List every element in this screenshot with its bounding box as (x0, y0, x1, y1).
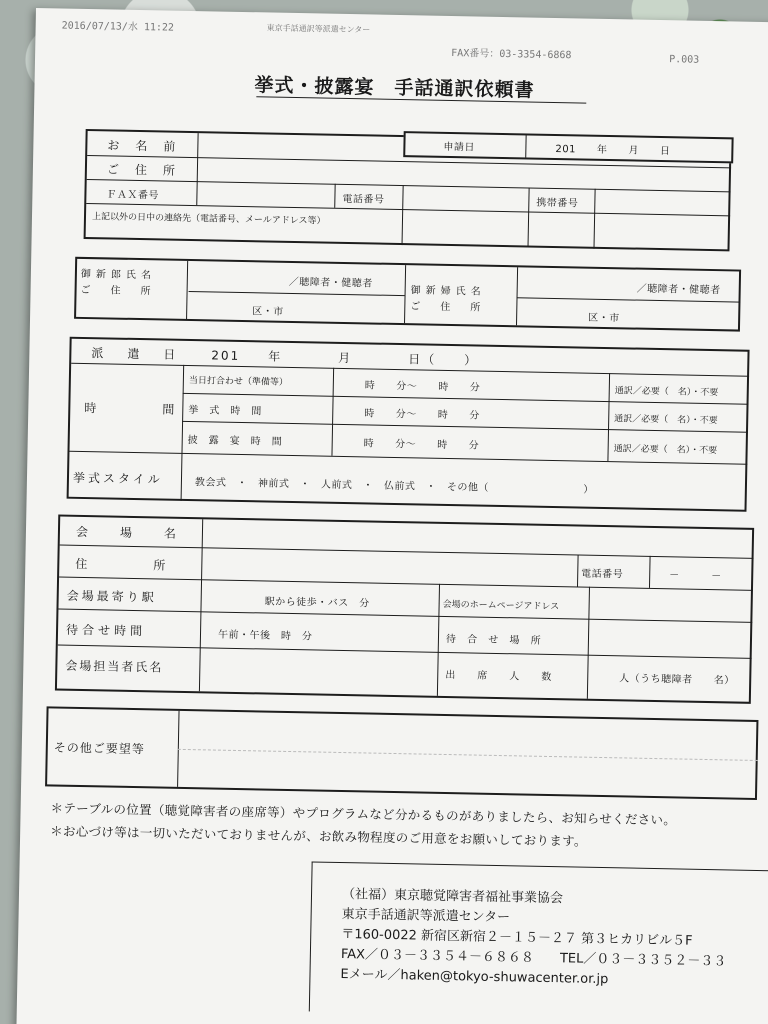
venue-name-label: 会 場 名 (75, 524, 187, 541)
name-label: お 名 前 (107, 138, 178, 154)
groom-name-label: 御新郎氏名 (80, 268, 156, 282)
center-name: 東京手話通訳等派遣センター (341, 907, 511, 926)
fax-number-label: ＦＡＸ番号 (106, 189, 160, 202)
other-requests-label: その他ご要望等 (53, 740, 145, 757)
application-date-label: 申請日 (443, 141, 475, 154)
groom-address-label: ご 住 所 (80, 284, 156, 298)
notes (50, 796, 676, 854)
meeting-time-label: 待合せ時間 (65, 622, 147, 639)
organization-box (309, 861, 768, 1020)
request-form-paper (16, 8, 768, 1024)
reception-interpreter: 通訳／必要（ 名）・不要 (613, 444, 718, 457)
reception-time-label: 披 露 宴 時 間 (187, 434, 283, 448)
time-label: 時 間 (84, 401, 189, 417)
prep-meeting-interpreter: 通訳／必要（ 名）・不要 (614, 386, 719, 399)
mobile-number-label: 携帯番号 (536, 197, 579, 210)
form-title: 挙式・披露宴 手話通訳依頼書 (254, 74, 535, 102)
venue-phone-label: 電話番号 (581, 568, 624, 581)
groom-status: ／聴障者・健聴者 (288, 276, 373, 290)
dispatch-table (67, 337, 750, 512)
groom-ward-city: 区・市 (252, 306, 284, 318)
org-address: 〒160-0022 新宿区新宿２－１５－２７ 第３ヒカリビル５F (341, 927, 693, 949)
ceremony-time: 時 分～ 時 分 (364, 408, 480, 422)
venue-table (55, 515, 754, 704)
fax-page: P.003 (669, 54, 700, 66)
org-email: Eメール／haken@tokyo-shuwacenter.or.jp (340, 967, 609, 988)
phone-number-label: 電話番号 (342, 193, 385, 206)
org-name: （社福）東京聴覚障害者福祉事業協会 (341, 887, 564, 907)
ceremony-interpreter: 通訳／必要（ 名）・不要 (614, 414, 718, 427)
fax-sender: 東京手話通訳等派遣センター (266, 23, 371, 35)
dispatch-date-value: 201 年 月 日（ ） (211, 348, 479, 368)
venue-phone-value: － － (669, 570, 722, 583)
reception-time: 時 分～ 時 分 (363, 438, 480, 452)
venue-address-label: 住 所 (75, 556, 180, 573)
org-fax-tel: FAX／０３－３３５４－６８６８ TEL／０３－３３５２－３３ (340, 947, 727, 970)
application-date-box (403, 131, 733, 163)
bride-ward-city: 区・市 (588, 312, 620, 325)
venue-homepage-label: 会場のホームページアドレス (442, 599, 560, 613)
prep-meeting-label: 当日打合わせ（準備等） (188, 376, 288, 388)
address-label: ご 住 所 (106, 162, 178, 178)
applicant-table (84, 129, 732, 251)
venue-staff-label: 会場担当者氏名 (65, 658, 164, 675)
application-date-value: 201 年 月 日 (555, 143, 671, 158)
nearest-station-label: 会場最寄り駅 (66, 588, 157, 605)
couple-table (74, 257, 741, 332)
note-item: ＊お心づけ等は一切いただいておりませんが、お飲み物程度のご用意をお願いしております。 (50, 823, 587, 849)
bride-status: ／聴障者・健聴者 (636, 283, 721, 297)
fax-datetime: 2016/07/13/水 11:22 (61, 20, 175, 34)
ceremony-time-label: 挙 式 時 間 (188, 404, 262, 418)
nearest-station-value: 駅から徒歩・バス 分 (264, 596, 370, 610)
bride-address-label: ご 住 所 (410, 301, 486, 314)
bride-name-label: 御新婦氏名 (410, 285, 486, 298)
attendees-value: 人（うち聴障者 名） (619, 673, 735, 687)
other-requests-table (45, 706, 758, 800)
fax-number: FAX番号：03-3354-6868 (451, 47, 572, 62)
meeting-time-value: 午前・午後 時 分 (217, 629, 313, 643)
dispatch-date-label: 派 遣 日 (91, 346, 182, 362)
daytime-contact-label: 上記以外の日中の連絡先（電話番号、メールアドレス等） (91, 212, 326, 227)
ceremony-style-label: 挙式スタイル (72, 470, 163, 487)
attendees-label: 出 席 人 数 (445, 669, 558, 684)
meeting-place-label: 待 合 せ 場 所 (445, 633, 545, 647)
ceremony-style-options: 教会式 ・ 神前式 ・ 人前式 ・ 仏前式 ・ その他（ ） (194, 477, 594, 496)
prep-meeting-time: 時 分～ 時 分 (364, 380, 481, 394)
note-item: ＊テーブルの位置（聴覚障害者の座席等）やプログラムなど分かるものがありましたら、お知らせください。 (50, 800, 677, 828)
